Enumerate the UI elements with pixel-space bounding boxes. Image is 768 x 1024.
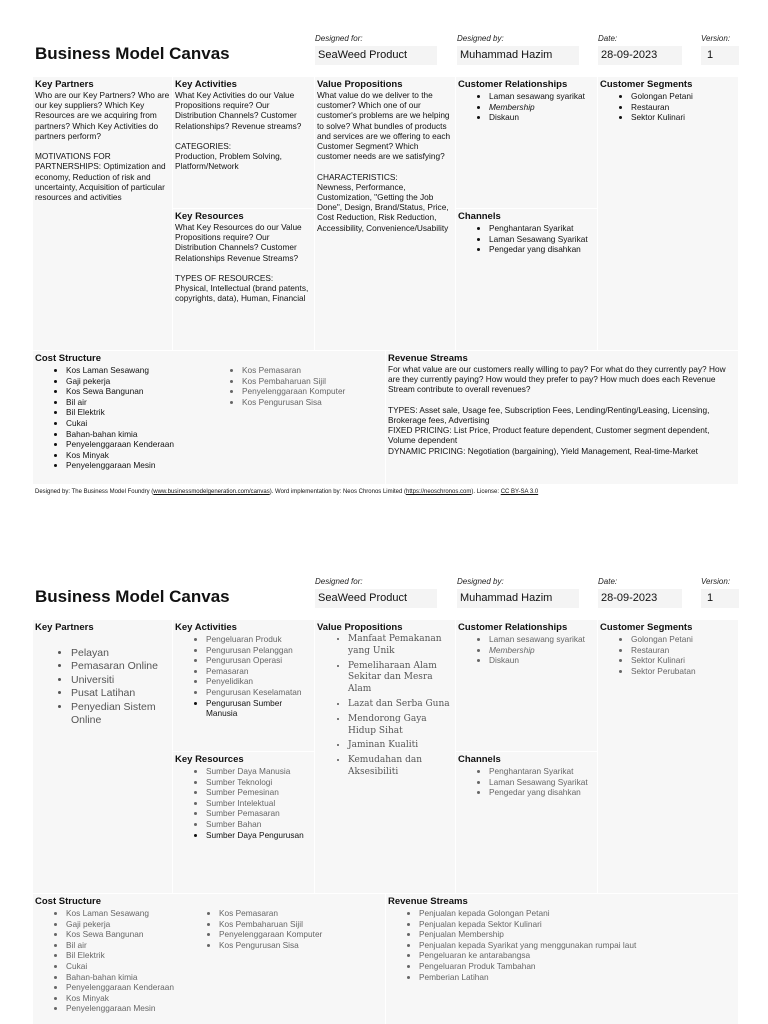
- value-propositions-text: What value do we deliver to the customer? Which one of our customer's problems are we helping to solve? What bundles of products and services are we offering to each Customer Segment? Which customer needs are we satisfying? CHARACTERISTICS: Newness, Performance, Customization, "Getting the Job Done", Design, Brand/Status, Price, Cost Reduction, Risk Reduction, Accessibility, Convenience/Usability: [317, 90, 451, 233]
- key-activities-list: [175, 634, 312, 719]
- footer-prefix: Designed by: The Business Model Foundry (: [35, 489, 154, 495]
- list-item: • Gaji pekerja: [66, 919, 225, 930]
- list-item: • Penyelenggaraan Komputer: [219, 929, 378, 940]
- key-partners-text: Who are our Key Partners? Who are our key suppliers? Which Key Resources are we acquiring from partners? Which Key Activities do partners perform? MOTIVATIONS FOR PARTNERSHIPS: Optimization and economy, Reduction of risk and uncertainty, Acquisition of particular resources and activities: [35, 90, 170, 203]
- list-item: • Bil air: [66, 397, 225, 408]
- list-item: • Sumber Pemesinan: [206, 787, 312, 798]
- list-item: • Sumber Daya Pengurusan: [206, 830, 312, 841]
- cost-structure-block[interactable]: [33, 351, 386, 485]
- list-item: • Pengeluaran Produk: [206, 634, 312, 645]
- list-item: • Pemasaran Online: [71, 660, 170, 673]
- customer-segments-heading: Customer Segments: [600, 79, 693, 90]
- list-item: • Laman Sesawang Syarikat: [489, 777, 595, 788]
- cost-structure-list-2: [211, 365, 381, 407]
- list-item: • Pengurusan Keselamatan: [206, 687, 312, 698]
- key-partners-list: [35, 647, 170, 727]
- value-propositions-heading: Value Propositions: [317, 622, 403, 633]
- date-value[interactable]: 28-09-2023: [598, 46, 682, 65]
- version-value[interactable]: 1: [701, 589, 739, 608]
- list-item: • Kos Pengurusan Sisa: [219, 940, 378, 951]
- designed-for-value[interactable]: SeaWeed Product: [315, 46, 437, 65]
- channels-block[interactable]: [456, 752, 598, 894]
- value-propositions-list: [317, 634, 453, 779]
- license-footer: [35, 489, 538, 495]
- list-item: • Penyelenggaraan Mesin: [66, 460, 225, 471]
- customer-relationships-heading: Customer Relationships: [458, 622, 568, 633]
- customer-relationships-list: [458, 91, 595, 123]
- key-resources-list: [175, 766, 312, 840]
- list-item: • Lazat dan Serba Guna: [348, 699, 453, 711]
- list-item: • Penghantaran Syarikat: [489, 223, 595, 234]
- customer-segments-block[interactable]: [598, 620, 739, 894]
- list-item: • Diskaun: [489, 655, 595, 666]
- key-partners-block[interactable]: [33, 77, 173, 351]
- list-item: • Pemberian Latihan: [419, 972, 736, 983]
- list-item: • Bil Elektrik: [66, 407, 225, 418]
- customer-relationships-list: [458, 634, 595, 666]
- value-propositions-block[interactable]: [315, 620, 456, 894]
- canvas-header: [0, 0, 768, 72]
- version-value[interactable]: 1: [701, 46, 739, 65]
- designed-by-label: Designed by:: [457, 34, 504, 43]
- list-item: • Kos Minyak: [66, 450, 225, 461]
- value-propositions-heading: Value Propositions: [317, 79, 403, 90]
- key-resources-heading: Key Resources: [175, 754, 244, 765]
- customer-relationships-block[interactable]: [456, 620, 598, 752]
- designed-for-field: [315, 34, 437, 65]
- designed-by-value[interactable]: Muhammad Hazim: [457, 46, 579, 65]
- list-item: • Pengurusan Pelanggan: [206, 645, 312, 656]
- list-item: • Kos Pemasaran: [242, 365, 381, 376]
- list-item: • Laman sesawang syarikat: [489, 91, 595, 102]
- key-partners-heading: Key Partners: [35, 622, 94, 633]
- revenue-streams-list: [388, 908, 736, 982]
- date-label: Date:: [598, 34, 618, 43]
- channels-block[interactable]: [456, 209, 598, 351]
- cost-structure-list-1: [35, 365, 225, 471]
- list-item: • Golongan Petani: [631, 91, 736, 102]
- customer-relationships-block[interactable]: [456, 77, 598, 209]
- key-resources-block[interactable]: [173, 209, 315, 351]
- list-item: • Penjualan Membership: [419, 929, 736, 940]
- list-item: • Kos Pemasaran: [219, 908, 378, 919]
- list-item: • Sektor Perubatan: [631, 666, 736, 677]
- channels-list: [458, 223, 595, 255]
- list-item: • Laman sesawang syarikat: [489, 634, 595, 645]
- designed-for-label: Designed for:: [315, 34, 363, 43]
- footer-link-license[interactable]: CC BY-SA 3.0: [500, 489, 539, 495]
- list-item: • Bahan-bahan kimia: [66, 972, 225, 983]
- list-item: • Bil Elektrik: [66, 950, 225, 961]
- list-item: • Sumber Intelektual: [206, 798, 312, 809]
- list-item: • Pengurusan Operasi: [206, 655, 312, 666]
- revenue-streams-heading: Revenue Streams: [388, 353, 468, 364]
- list-item: • Restauran: [631, 645, 736, 656]
- list-item: • Pelayan: [71, 647, 170, 660]
- customer-segments-heading: Customer Segments: [600, 622, 693, 633]
- list-item: • Cukai: [66, 418, 225, 429]
- key-partners-heading: Key Partners: [35, 79, 94, 90]
- date-label: Date:: [598, 577, 618, 586]
- designed-by-field: [457, 34, 579, 65]
- list-item: • Kemudahan dan Aksesibiliti: [348, 755, 453, 779]
- list-item: • Jaminan Kualiti: [348, 740, 453, 752]
- list-item: • Sumber Bahan: [206, 819, 312, 830]
- canvas-header: [0, 543, 768, 615]
- key-partners-block[interactable]: [33, 620, 173, 894]
- key-activities-block[interactable]: [173, 77, 315, 209]
- list-item: • Kos Laman Sesawang: [66, 908, 225, 919]
- list-item: • Membership: [489, 645, 595, 656]
- designed-for-label: Designed for:: [315, 577, 363, 586]
- list-item: • Pengeluaran ke antarabangsa: [419, 950, 736, 961]
- list-item: • Sumber Pemasaran: [206, 808, 312, 819]
- list-item: • Sektor Kulinari: [631, 112, 736, 123]
- cost-structure-list-2: [188, 908, 378, 950]
- list-item: • Kos Pembaharuan Sijil: [219, 919, 378, 930]
- list-item: • Cukai: [66, 961, 225, 972]
- list-item: • Sektor Kulinari: [631, 655, 736, 666]
- cost-structure-heading: Cost Structure: [35, 353, 101, 364]
- channels-heading: Channels: [458, 211, 501, 222]
- footer-link-neoschronos[interactable]: https://neoschronos.com: [405, 489, 472, 495]
- date-field: [598, 577, 682, 608]
- customer-segments-list: [600, 91, 736, 123]
- list-item: • Penjualan kepada Golongan Petani: [419, 908, 736, 919]
- list-item: • Penyedian Sistem Online: [71, 701, 170, 728]
- list-item: • Restauran: [631, 102, 736, 113]
- value-propositions-block[interactable]: [315, 77, 456, 351]
- version-label: Version:: [701, 577, 731, 586]
- list-item: • Penyelenggaraan Mesin: [66, 1003, 225, 1014]
- designed-by-field: [457, 577, 579, 608]
- list-item: • Membership: [489, 102, 595, 113]
- list-item: • Pengurusan Sumber Manusia: [206, 698, 312, 719]
- version-field: [701, 577, 739, 608]
- key-activities-text: What Key Activities do our Value Propositions require? Our Distribution Channels? Customer Relationships? Revenue streams? CATEGORIES: Production, Problem Solving, Platform/Network: [175, 90, 302, 172]
- canvas-title: Business Model Canvas: [35, 44, 230, 63]
- list-item: • Penjualan kepada Syarikat yang menggunakan rumpai laut: [419, 940, 736, 951]
- list-item: • Mendorong Gaya Hidup Sihat: [348, 714, 453, 738]
- list-item: • Kos Sewa Bangunan: [66, 386, 225, 397]
- list-item: • Bil air: [66, 940, 225, 951]
- list-item: • Pengeluaran Produk Tambahan: [419, 961, 736, 972]
- key-resources-text: What Key Resources do our Value Propositions require? Our Distribution Channels? Customer Relationships Revenue Streams? TYPES OF RESOURCES: Physical, Intellectual (brand patents, copyrights, data), Human, Financial: [175, 222, 309, 304]
- revenue-streams-text: For what value are our customers really willing to pay? For what do they currently pay? How are they currently paying? How would they prefer to pay? How much does each Revenue Stream contribute to overall revenues? TYPES: Asset sale, Usage fee, Subscription Fees, Lending/Renting/Leasing, Licensing, Brokerage fees, Advertising FIXED PRICING: List Price, Product feature dependent, Customer segment dependent, Volume dependent DYNAMIC PRICING: Negotiation (bargaining), Yield Management, Real-time-Market: [388, 364, 726, 456]
- list-item: • Sumber Daya Manusia: [206, 766, 312, 777]
- customer-segments-block[interactable]: [598, 77, 739, 351]
- list-item: • Kos Laman Sesawang: [66, 365, 225, 376]
- key-activities-heading: Key Activities: [175, 79, 237, 90]
- key-resources-block[interactable]: [173, 752, 315, 894]
- list-item: • Pemeliharaan Alam Sekitar dan Mesra Alam: [348, 661, 453, 696]
- list-item: • Pengedar yang disahkan: [489, 244, 595, 255]
- list-item: • Penjualan kepada Sektor Kulinari: [419, 919, 736, 930]
- version-label: Version:: [701, 34, 731, 43]
- canvas-title: Business Model Canvas: [35, 587, 230, 606]
- designed-by-value[interactable]: Muhammad Hazim: [457, 589, 579, 608]
- list-item: • Penyelenggaraan Kenderaan: [66, 439, 225, 450]
- revenue-streams-block[interactable]: [386, 351, 739, 485]
- list-item: • Gaji pekerja: [66, 376, 225, 387]
- list-item: • Kos Pengurusan Sisa: [242, 397, 381, 408]
- footer-mid: ). Word implementation by: Neos Chronos Limited (: [269, 489, 406, 495]
- revenue-streams-heading: Revenue Streams: [388, 896, 468, 907]
- list-item: • Kos Pembaharuan Sijil: [242, 376, 381, 387]
- list-item: • Diskaun: [489, 112, 595, 123]
- list-item: • Pengedar yang disahkan: [489, 787, 595, 798]
- list-item: • Penghantaran Syarikat: [489, 766, 595, 777]
- list-item: • Penyelidikan: [206, 676, 312, 687]
- cost-structure-block[interactable]: [33, 894, 386, 1024]
- customer-segments-list: [600, 634, 736, 676]
- key-resources-heading: Key Resources: [175, 211, 244, 222]
- footer-link-canvas[interactable]: www.businessmodelgeneration.com/canvas: [153, 489, 270, 495]
- version-field: [701, 34, 739, 65]
- list-item: • Manfaat Pemakanan yang Unik: [348, 634, 453, 658]
- footer-mid2: ). License:: [471, 489, 501, 495]
- list-item: • Kos Sewa Bangunan: [66, 929, 225, 940]
- channels-list: [458, 766, 595, 798]
- revenue-streams-block[interactable]: [386, 894, 739, 1024]
- channels-heading: Channels: [458, 754, 501, 765]
- date-value[interactable]: 28-09-2023: [598, 589, 682, 608]
- key-activities-block[interactable]: [173, 620, 315, 752]
- list-item: • Kos Minyak: [66, 993, 225, 1004]
- list-item: • Universiti: [71, 674, 170, 687]
- list-item: • Penyelenggaraan Kenderaan: [66, 982, 225, 993]
- designed-for-field: [315, 577, 437, 608]
- date-field: [598, 34, 682, 65]
- list-item: • Bahan-bahan kimia: [66, 429, 225, 440]
- list-item: • Laman Sesawang Syarikat: [489, 234, 595, 245]
- designed-for-value[interactable]: SeaWeed Product: [315, 589, 437, 608]
- list-item: • Pusat Latihan: [71, 687, 170, 700]
- list-item: • Pemasaran: [206, 666, 312, 677]
- list-item: • Sumber Teknologi: [206, 777, 312, 788]
- key-activities-heading: Key Activities: [175, 622, 237, 633]
- customer-relationships-heading: Customer Relationships: [458, 79, 568, 90]
- list-item: • Golongan Petani: [631, 634, 736, 645]
- cost-structure-heading: Cost Structure: [35, 896, 101, 907]
- designed-by-label: Designed by:: [457, 577, 504, 586]
- list-item: • Penyelenggaraan Komputer: [242, 386, 381, 397]
